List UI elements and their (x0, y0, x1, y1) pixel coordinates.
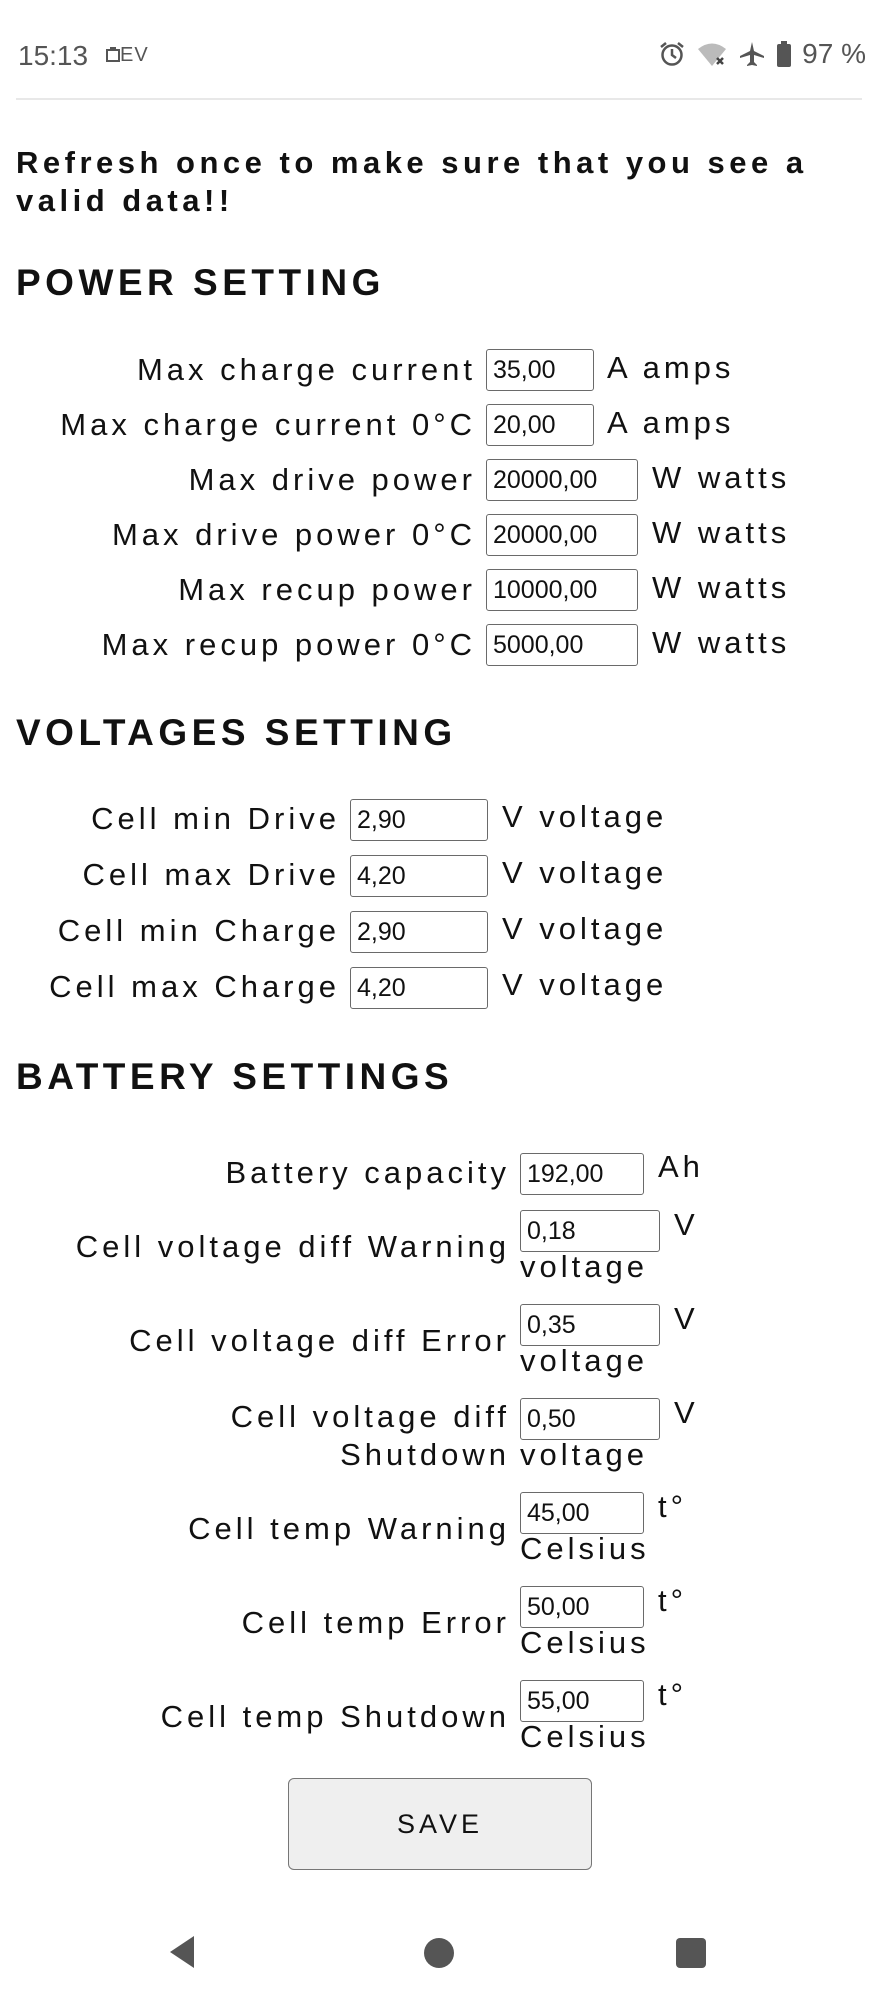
voltage-label: Cell min Drive (91, 801, 340, 836)
save-button[interactable]: SAVE (288, 1778, 592, 1870)
cell-temp-warning-input[interactable] (520, 1492, 644, 1534)
battery-unit-line2: Celsius (520, 1531, 650, 1566)
max-charge-current-0c-input[interactable] (486, 404, 594, 446)
voltage-unit: V voltage (502, 967, 668, 1002)
battery-unit-line1: V (674, 1207, 699, 1242)
power-label: Max recup power (178, 572, 476, 607)
status-time: 15:13 (18, 40, 89, 71)
voltage-unit: V voltage (502, 855, 668, 890)
battery-unit-line1: t° (658, 1489, 688, 1524)
battery-label: Cell temp Shutdown (160, 1699, 510, 1734)
battery-label: Cell voltage diff Error (129, 1323, 510, 1358)
power-unit: W watts (652, 570, 791, 605)
status-bar (0, 0, 878, 100)
battery-label: Cell voltage diff Warning (75, 1229, 510, 1264)
status-divider (16, 98, 862, 100)
max-recup-power-0c-input[interactable] (486, 624, 638, 666)
battery-label-line1: Cell voltage diff (230, 1399, 510, 1434)
cell-temp-shutdown-input[interactable] (520, 1680, 644, 1722)
battery-unit-line2: Celsius (520, 1719, 650, 1754)
max-charge-current-input[interactable] (486, 349, 594, 391)
battery-percent: 97 % (802, 38, 866, 69)
power-setting-title: POWER SETTING (16, 262, 385, 303)
power-unit: W watts (652, 460, 791, 495)
battery-label: Cell temp Warning (188, 1511, 510, 1546)
battery-unit-line1: V (674, 1301, 699, 1336)
power-unit: A amps (607, 350, 735, 385)
max-drive-power-0c-input[interactable] (486, 514, 638, 556)
battery-settings-title: BATTERY SETTINGS (16, 1056, 454, 1097)
power-label: Max drive power (188, 462, 476, 497)
power-unit: W watts (652, 625, 791, 660)
voltages-setting-title: VOLTAGES SETTING (16, 712, 457, 753)
voltage-label: Cell max Drive (82, 857, 340, 892)
battery-unit-line2: voltage (520, 1343, 648, 1378)
battery-capacity-input[interactable] (520, 1153, 644, 1195)
nav-home-icon[interactable] (424, 1938, 454, 1968)
cell-voltage-diff-warning-input[interactable] (520, 1210, 660, 1252)
power-label: Max charge current (136, 352, 476, 387)
ev-icon (106, 44, 149, 67)
power-unit: A amps (607, 405, 735, 440)
battery-unit-line2: Celsius (520, 1625, 650, 1660)
cell-min-charge-input[interactable] (350, 911, 488, 953)
wifi-off-icon (696, 40, 728, 68)
battery-unit-line1: V (674, 1395, 699, 1430)
battery-unit-line1: t° (658, 1677, 688, 1712)
ev-label: EV (120, 44, 149, 66)
battery-label: Battery capacity (225, 1155, 510, 1190)
cell-voltage-diff-error-input[interactable] (520, 1304, 660, 1346)
power-label: Max recup power 0°C (101, 627, 476, 662)
nav-back-icon[interactable] (168, 1934, 196, 1975)
status-icons (658, 38, 866, 70)
voltage-unit: V voltage (502, 799, 668, 834)
battery-unit-line2: voltage (520, 1249, 648, 1284)
battery-unit-line1: t° (658, 1583, 688, 1618)
voltage-label: Cell max Charge (49, 969, 340, 1004)
cell-voltage-diff-shutdown-input[interactable] (520, 1398, 660, 1440)
airplane-icon (738, 40, 766, 68)
battery-icon (776, 40, 792, 68)
power-label: Max charge current 0°C (60, 407, 476, 442)
cell-max-drive-input[interactable] (350, 855, 488, 897)
cell-max-charge-input[interactable] (350, 967, 488, 1009)
nav-recents-icon[interactable] (676, 1938, 706, 1968)
cell-temp-error-input[interactable] (520, 1586, 644, 1628)
voltage-label: Cell min Charge (57, 913, 340, 948)
voltage-unit: V voltage (502, 911, 668, 946)
battery-label: Cell temp Error (241, 1605, 510, 1640)
alarm-icon (658, 40, 686, 68)
refresh-notice: Refresh once to make sure that you see a valid data!! (16, 145, 808, 218)
power-label: Max drive power 0°C (111, 517, 476, 552)
cell-min-drive-input[interactable] (350, 799, 488, 841)
max-recup-power-input[interactable] (486, 569, 638, 611)
power-unit: W watts (652, 515, 791, 550)
max-drive-power-input[interactable] (486, 459, 638, 501)
battery-unit-line2: voltage (520, 1437, 648, 1472)
battery-label-line2: Shutdown (340, 1437, 510, 1472)
battery-unit: Ah (658, 1149, 704, 1184)
